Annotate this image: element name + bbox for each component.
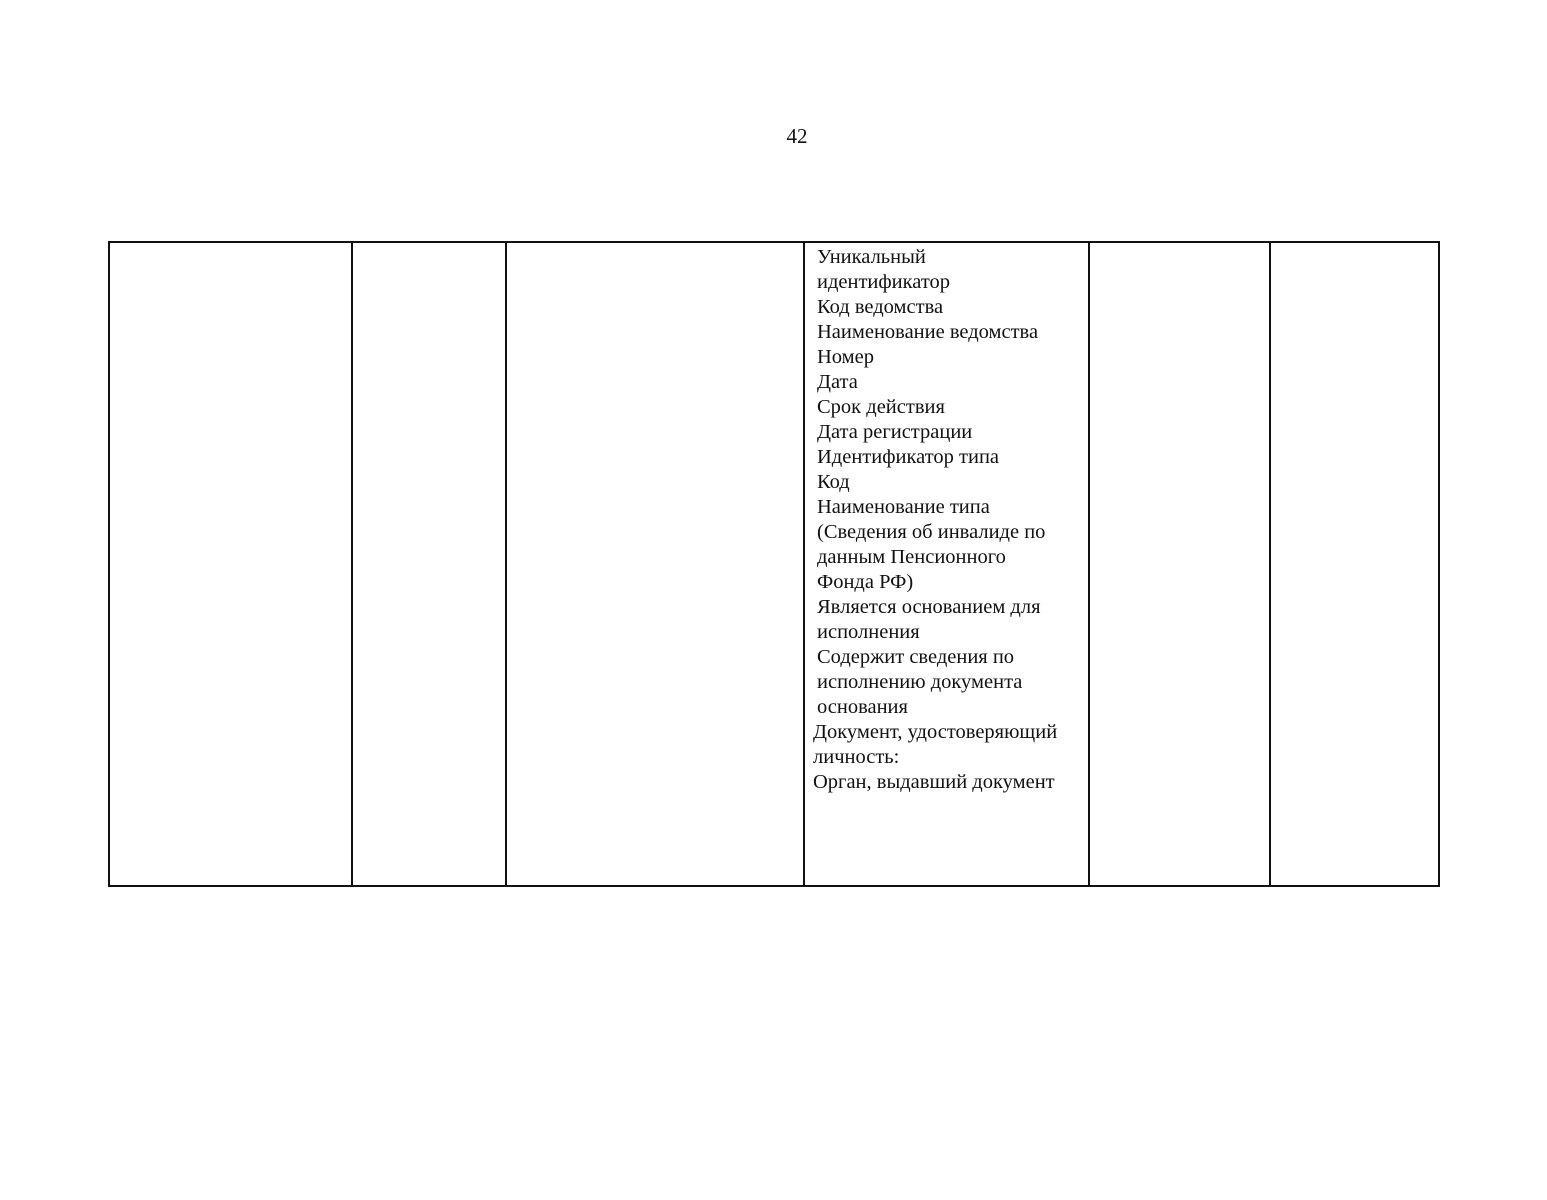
field-line: Код (817, 471, 850, 493)
field-line: Уникальный (817, 246, 926, 268)
table-cell-col-1 (109, 242, 352, 886)
table-cell-col-2 (352, 242, 506, 886)
document-table (108, 241, 1440, 887)
table-cell-col-6 (1270, 242, 1439, 886)
field-line: Дата регистрации (817, 421, 973, 443)
field-line: (Сведения об инвалиде по (817, 521, 1046, 543)
field-line: Дата (817, 371, 858, 393)
field-line: личность: (813, 746, 900, 768)
field-line: Срок действия (817, 396, 945, 418)
field-line: исполнению документа (817, 671, 1023, 693)
field-line: Орган, выдавший документ (813, 771, 1055, 793)
table-row (109, 242, 1439, 886)
field-line: данным Пенсионного (817, 546, 1006, 568)
table-cell-col-5 (1089, 242, 1270, 886)
field-line: основания (817, 696, 908, 718)
field-line: исполнения (817, 621, 920, 643)
table-cell-col-3 (506, 242, 804, 886)
field-line: Содержит сведения по (817, 646, 1015, 668)
field-line: Документ, удостоверяющий (813, 721, 1058, 743)
field-line: Номер (817, 346, 874, 368)
field-list (805, 243, 1088, 795)
field-line: Идентификатор типа (817, 446, 1000, 468)
field-line: Наименование типа (817, 496, 990, 518)
field-line: Код ведомства (817, 296, 944, 318)
field-line: Фонда РФ) (817, 571, 914, 593)
table-cell-fields (804, 242, 1089, 886)
field-line: Наименование ведомства (817, 321, 1039, 343)
field-line: Является основанием для (817, 596, 1041, 618)
page-number: 42 (786, 124, 808, 148)
field-line: идентификатор (817, 271, 951, 293)
